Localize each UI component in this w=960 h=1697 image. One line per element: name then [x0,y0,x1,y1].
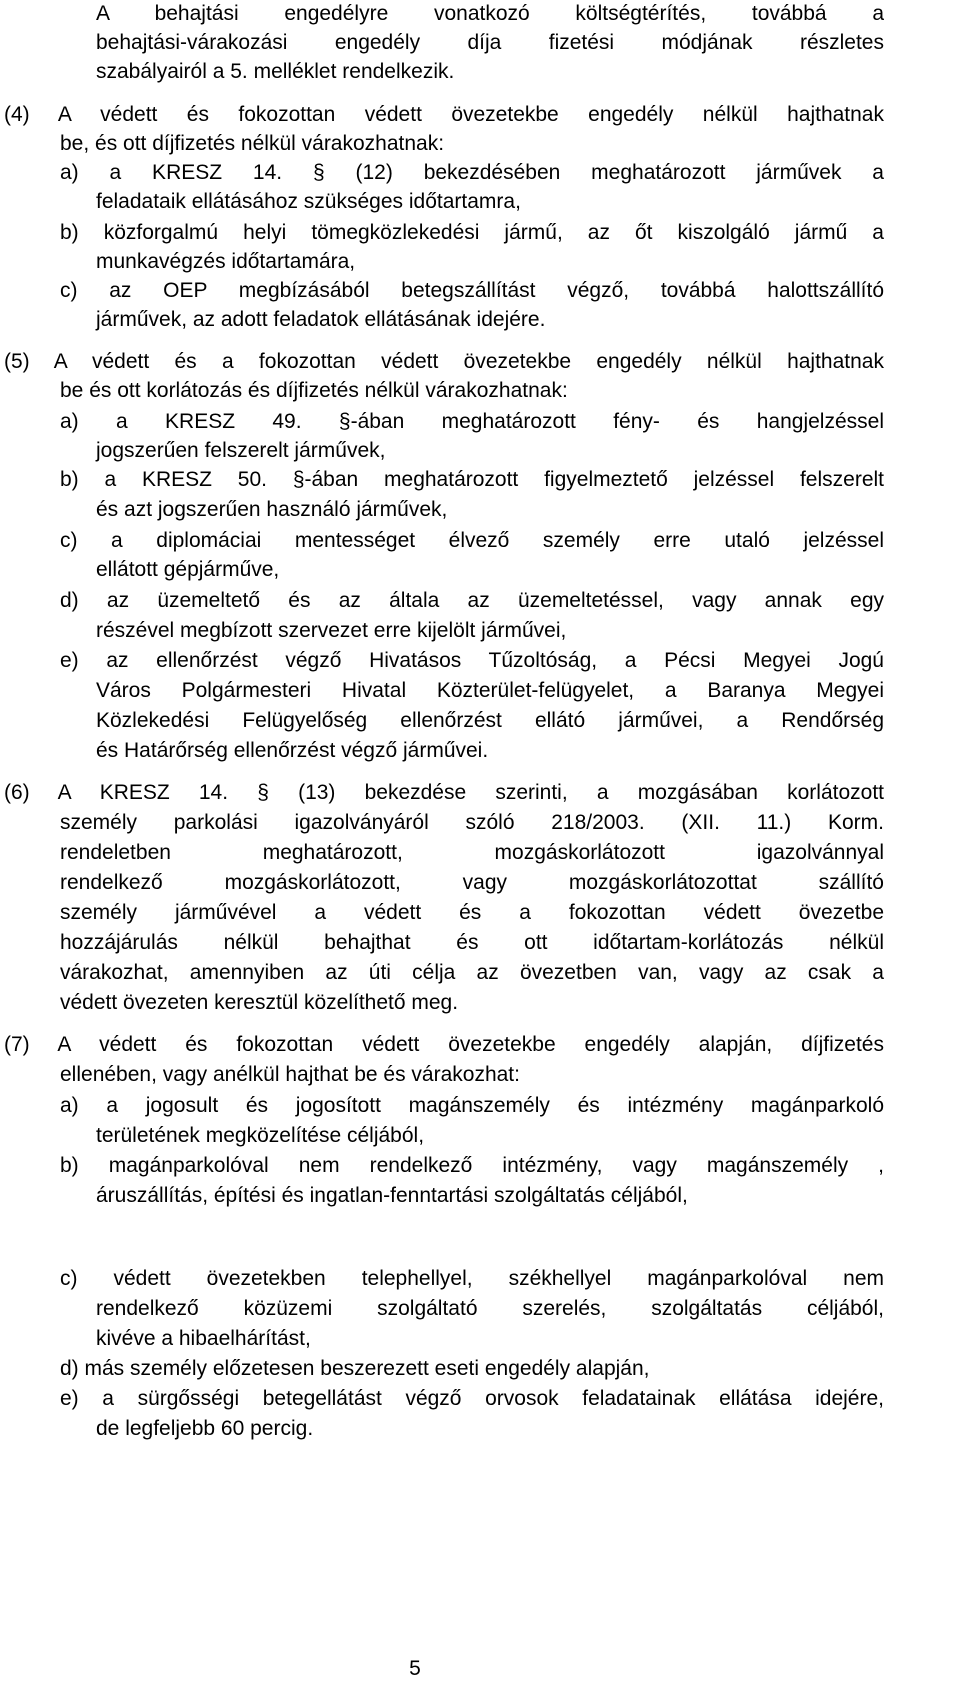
text-line: rendelkező közüzemi szolgáltató szerelés, szolgáltatás céljából, [96,1297,884,1320]
text-line: és Határőrség ellenőrzést végző járművei. [96,739,489,762]
text-line: a) a KRESZ 14. § (12) bekezdésében meghatározott járművek a [60,161,884,184]
text-line: e) a sürgősségi betegellátást végző orvosok feladatainak ellátása idejére, [60,1387,884,1410]
text-line: Város Polgármesteri Hivatal Közterület-felügyelet, a Baranya Megyei [96,679,884,702]
text-line: személy parkolási igazolványáról szóló 218/2003. (XII. 11.) Korm. [60,811,884,834]
text-line: c) védett övezetekben telephellyel, székhellyel magánparkolóval nem [60,1267,884,1290]
text-line: járművek, az adott feladatok ellátásának idejére. [96,308,546,331]
text-line: b) a KRESZ 50. §-ában meghatározott figyelmeztető jelzéssel felszerelt [60,468,884,491]
text-line: behajtási-várakozási engedély díja fizetési módjának részletes [96,31,884,54]
text-line: d) más személy előzetesen beszerezett eseti engedély alapján, [60,1357,650,1380]
text-line: munkavégzés időtartamára, [96,250,356,273]
text-line: a) a jogosult és jogosított magánszemély és intézmény magánparkoló [60,1094,884,1117]
text-line: kivéve a hibaelhárítást, [96,1327,311,1350]
text-line: és azt jogszerűen használó járművek, [96,498,448,521]
text-line: c) a diplomáciai mentességet élvező személy erre utaló jelzéssel [60,529,884,552]
text-line: Közlekedési Felügyelőség ellenőrzést ellátó járművei, a Rendőrség [96,709,884,732]
text-line: szabályairól a 5. melléklet rendelkezik. [96,60,455,83]
text-line: b) közforgalmú helyi tömegközlekedési jármű, az őt kiszolgáló jármű a [60,221,884,244]
text-line: be és ott korlátozás és díjfizetés nélkül várakozhatnak: [60,379,568,402]
text-line: áruszállítás, építési és ingatlan-fenntartási szolgáltatás céljából, [96,1184,688,1207]
text-line: be, és ott díjfizetés nélkül várakozhatnak: [60,132,445,155]
text-line: részével megbízott szervezet erre kijelölt járművei, [96,619,567,642]
text-line: jogszerűen felszerelt járművek, [96,439,386,462]
text-line: személy járművével a védett és a fokozottan védett övezetbe [60,901,884,924]
text-line: de legfeljebb 60 percig. [96,1417,314,1440]
text-line: A behajtási engedélyre vonatkozó költségtérítés, továbbá a [96,2,884,25]
text-line: (6) A KRESZ 14. § (13) bekezdése szerinti, a mozgásában korlátozott [4,781,884,804]
text-line: várakozhat, amennyiben az úti célja az övezetben van, vagy az csak a [60,961,884,984]
text-line: b) magánparkolóval nem rendelkező intézmény, vagy magánszemély , [60,1154,884,1177]
text-line: e) az ellenőrzést végző Hivatásos Tűzoltóság, a Pécsi Megyei Jogú [60,649,884,672]
text-line: ellenében, vagy anélkül hajthat be és várakozhat: [60,1063,520,1086]
text-line: feladataik ellátásához szükséges időtartamra, [96,190,521,213]
text-line: a) a KRESZ 49. §-ában meghatározott fény- és hangjelzéssel [60,410,884,433]
text-line: (4) A védett és fokozottan védett övezetekbe engedély nélkül hajthatnak [4,103,884,126]
text-line: védett övezeten keresztül közelíthető meg. [60,991,459,1014]
text-line: területének megközelítése céljából, [96,1124,425,1147]
text-line: hozzájárulás nélkül behajthat és ott időtartam-korlátozás nélkül [60,931,884,954]
text-line: (7) A védett és fokozottan védett övezetekbe engedély alapján, díjfizetés [4,1033,884,1056]
text-line: d) az üzemeltető és az általa az üzemeltetéssel, vagy annak egy [60,589,884,612]
text-line: rendelkező mozgáskorlátozott, vagy mozgáskorlátozottat szállító [60,871,884,894]
text-line: rendeletben meghatározott, mozgáskorlátozott igazolvánnyal [60,841,884,864]
text-line: c) az OEP megbízásából betegszállítást végző, továbbá halottszállító [60,279,884,302]
text-line: (5) A védett és a fokozottan védett övezetekbe engedély nélkül hajthatnak [4,350,884,373]
text-line: ellátott gépjárműve, [96,558,280,581]
page-number: 5 [409,1657,421,1680]
